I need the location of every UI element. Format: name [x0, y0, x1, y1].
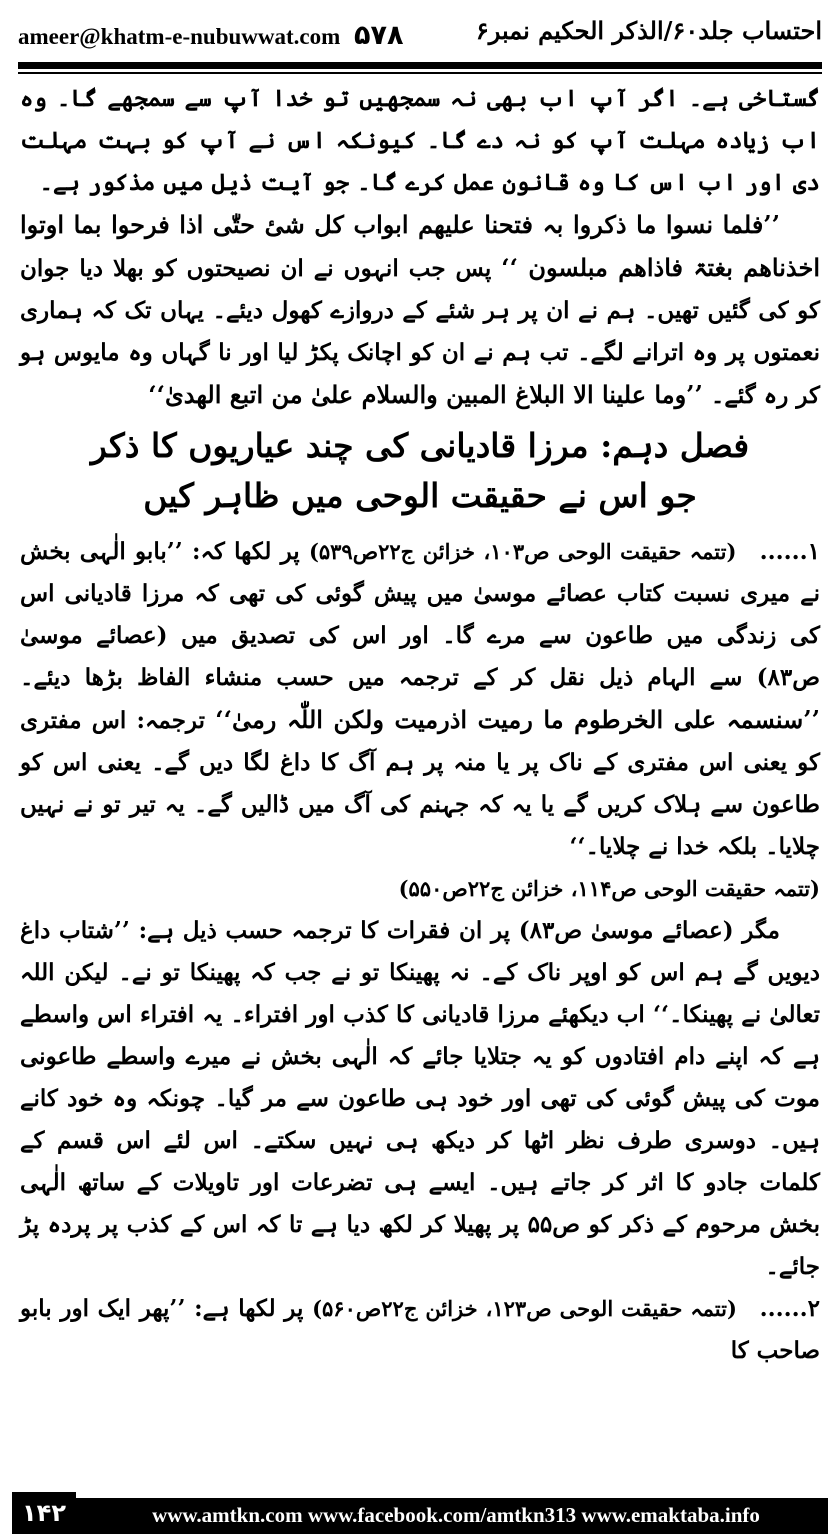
item-1: [20, 531, 820, 868]
item-1-number: ۱......: [759, 538, 820, 565]
section-heading-line2: جو اس نے حقیقت الوحی میں ظاہر کیں: [143, 476, 697, 515]
item-2: [20, 1288, 820, 1372]
paragraph-quran-quote: [20, 204, 820, 417]
section-heading: [20, 421, 820, 521]
header-page-number: ۵۷۸: [354, 20, 404, 51]
paragraph-analysis: مگر (عصائے موسیٰ ص۸۳) پر ان فقرات کا ترجمہ حسب ذیل ہے: ’’شتاب داغ دیویں گے ہم اس کو اوپر ناک کے۔ نہ پھینکا تو نے جب کہ پھینکا تو نے۔ لیکن اللہ تعالیٰ نے پھینکا۔‘‘ اب دیکھئے مرزا قادیانی کا کذب اور افتراء۔ یہ افتراء اس واسطے ہے کہ اپنے دام افتادوں کو یہ جتلایا جائے کہ الٰہی بخش نے میرے واسطے طاعونی موت کی پیش گوئی کی تھی اور خود ہی طاعون سے مر گیا۔ چونکہ وہ خود کانے ہیں۔ دوسری طرف نظر اٹھا کر دیکھ ہی نہیں سکتے۔ اس لئے اس قسم کے کلمات جادو کا اثر کر جاتے ہیں۔ ایسے ہی تضرعات اور تاویلات کے ساتھ الٰہی بخش مرحوم کے ذکر کو ص۵۵ پر پھیلا کر لکھ دیا ہے تا کہ اس کے کذب پر پردہ پڑ جائے۔: [20, 917, 821, 1280]
footer-page-number: ۱۴۲: [12, 1492, 76, 1534]
paragraph-warning: گستاخی ہے۔ اگر آپ اب بھی نہ سمجھیں تو خدا آپ سے سمجھے گا۔ وہ اب زیادہ مہلت آپ کو نہ دے گا۔ کیونکہ اس نے آپ کو بہت مہلت دی اور اب اس کا وہ قانون عمل کرے گا۔ جو آیت ذیل میں مذکور ہے۔: [20, 85, 820, 196]
item-2-text: پر لکھا ہے: ’’پھر ایک اور بابو صاحب کا: [20, 1295, 820, 1364]
item-1-reference: (تتمہ حقیقت الوحی ص۱۰۳، خزائن ج۲۲ص۵۳۹): [308, 539, 737, 564]
page-footer: [12, 1498, 828, 1534]
quran-translation: پس جب انہوں نے ان نصیحتوں کو بھلا دیا جوان کو کی گئیں تھیں۔ ہم نے ان پر ہر شئے کے دروازے کھول دیئے۔ یہاں تک کہ ہماری نعمتوں پر وہ اترانے لگے۔ تب ہم نے ان کو اچانک پکڑ لیا اور نا گہاں وہ مایوس ہو کر رہ گئے۔: [20, 255, 820, 409]
header-rule-thick: [18, 62, 822, 69]
page-body: [20, 78, 820, 1458]
quran-verse: ’’فلما نسوا ما ذکروا بہ فتحنا علیھم ابواب کل شیٔ حتّٰی اذا فرحوا بما اوتوا اخذناھم بغتۃ فاذاھم مبلسون ‘‘: [20, 210, 820, 282]
item-1-reference-2: (تتمہ حقیقت الوحی ص۱۱۴، خزائن ج۲۲ص۵۵۰): [398, 876, 820, 901]
page-header: [18, 8, 822, 66]
item-1-text: پر لکھا کہ: ’’بابو الٰہی بخش نے میری نسبت کتاب عصائے موسیٰ میں پیش گوئی کی تھی کہ مرزا قادیانی اس کی زندگی میں طاعون سے مرے گا۔ اور اس کی تصدیق میں (عصائے موسیٰ ص۸۳) سے الہام ذیل نقل کر کے ترجمہ میں حسب منشاء الفاظ بڑھا دیئے۔: [20, 538, 820, 691]
header-email-block: [18, 20, 403, 51]
item-2-number: ۲......: [759, 1295, 821, 1322]
header-title: احتساب جلد۶۰/الذکر الحکیم نمبر۶: [475, 16, 822, 45]
item-1-arabic: ’’سنسمہ علی الخرطوم ما رمیت اذرمیت ولکن اللّٰہ رمیٰ‘‘: [215, 705, 820, 734]
item-2-reference: (تتمہ حقیقت الوحی ص۱۲۳، خزائن ج۲۲ص۵۶۰): [312, 1296, 737, 1321]
header-email: ameer@khatm-e-nubuwwat.com: [18, 24, 341, 49]
section-heading-line1: فصل دہم: مرزا قادیانی کی چند عیاریوں کا ذکر: [90, 426, 750, 465]
item-1-translation: ترجمہ: اس مفتری کو یعنی اس مفتری کے ناک پر یا منہ پر ہم آگ کا داغ لگا دیں گے۔ یعنی اس کو طاعون سے ہلاک کریں گے یا یہ کہ جہنم کی آگ میں ڈالیں گے۔ یہ تیر تو نے نہیں چلایا۔ بلکہ خدا نے چلایا۔‘‘: [20, 707, 820, 860]
header-rule-thin: [18, 72, 822, 74]
footer-links: www.amtkn.com www.facebook.com/amtkn313 www.emaktaba.info: [152, 1503, 760, 1527]
closing-dua: ’’وما علینا الا البلاغ المبین والسلام علیٰ من اتبع الھدیٰ‘‘: [148, 380, 703, 409]
